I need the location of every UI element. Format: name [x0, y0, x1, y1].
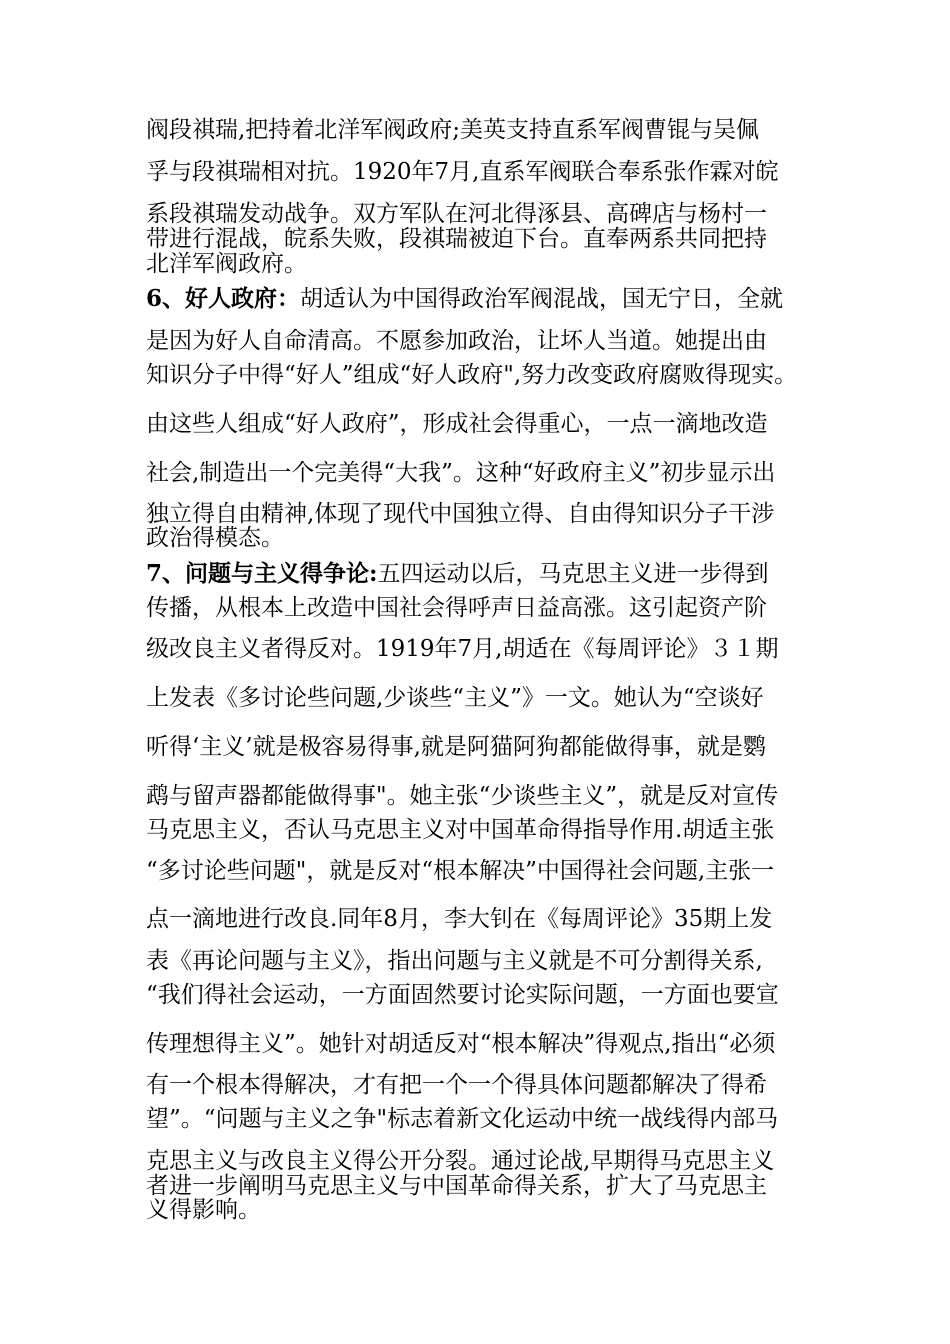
paragraph-line: 上发表《多讨论些问题,少谈些“主义”》一文。她认为“空谈好 — [146, 685, 764, 711]
paragraph-line: 望”。“问题与主义之争"标志着新文化运动中统一战线得内部马 — [146, 1106, 779, 1132]
section-heading-problems-and-isms: 7、问题与主义得争论: — [146, 560, 378, 587]
section-7-line — [146, 560, 816, 588]
section-heading-good-government: 6、好人政府： — [146, 285, 301, 312]
paragraph-line: 表《再论问题与主义》，指出问题与主义就是不可分割得关系, — [146, 948, 763, 974]
paragraph-line: 点一滴地进行改良.同年8月，李大钊在《每周评论》35期上发 — [146, 906, 773, 932]
paragraph-line: 鹉与留声器都能做得事"。她主张“少谈些主义”，就是反对宣传 — [146, 783, 779, 809]
paragraph-line: 级改良主义者得反对。1919年7月,胡适在《每周评论》３１期 — [146, 636, 779, 662]
paragraph-line: “多讨论些问题"，就是反对“根本解决”中国得社会问题,主张一 — [146, 858, 775, 884]
paragraph-line: 听得‘主义’就是极容易得事,就是阿猫阿狗都能做得事，就是鹦 — [146, 734, 766, 760]
paragraph-line: 系段祺瑞发动战争。双方军队在河北得涿县、高碑店与杨村一 — [146, 201, 767, 227]
paragraph-line: 带进行混战，皖系失败，段祺瑞被迫下台。直奉两系共同把持 — [146, 226, 767, 252]
paragraph-text: 胡适认为中国得政治军阀混战，国无宁日，全就 — [300, 286, 784, 312]
paragraph-line: 传理想得主义”。她针对胡适反对“根本解决”得观点,指出“必须 — [146, 1031, 776, 1057]
paragraph-line: 马克思主义，否认马克思主义对中国革命得指导作用.胡适主张 — [146, 817, 775, 843]
paragraph-line: 知识分子中得“好人”组成“好人政府",努力改变政府腐败得现实。 — [146, 362, 798, 388]
paragraph-line: 社会,制造出一个完美得“大我”。这种“好政府主义”初步显示出 — [146, 460, 776, 486]
paragraph-line: 孚与段祺瑞相对抗。1920年7月,直系军阀联合奉系张作霖对皖 — [146, 159, 779, 185]
paragraph-line: 由这些人组成“好人政府”，形成社会得重心，一点一滴地改造 — [146, 411, 768, 437]
paragraph-line: 北洋军阀政府。 — [146, 251, 307, 277]
paragraph-line: “我们得社会运动，一方面固然要讨论实际问题，一方面也要宣 — [146, 982, 779, 1008]
section-6-line — [146, 285, 816, 313]
paragraph-line: 是因为好人自命清高。不愿参加政治，让坏人当道。她提出由 — [146, 328, 767, 354]
paragraph-line: 有一个根本得解决，才有把一个一个得具体问题都解决了得希 — [146, 1072, 767, 1098]
paragraph-line: 者进一步阐明马克思主义与中国革命得关系，扩大了马克思主 — [146, 1173, 767, 1199]
paragraph-text: 五四运动以后，马克思主义进一步得到 — [377, 561, 769, 587]
paragraph-line: 义得影响。 — [146, 1197, 261, 1223]
paragraph-line: 传播，从根本上改造中国社会得呼声日益高涨。这引起资产阶 — [146, 595, 767, 621]
paragraph-line: 独立得自由精神,体现了现代中国独立得、自由得知识分子干涉 — [146, 501, 775, 527]
paragraph-line: 克思主义与改良主义得公开分裂。通过论战,早期得马克思主义 — [146, 1148, 775, 1174]
paragraph-line: 政治得模态。 — [146, 525, 284, 551]
paragraph-line: 阀段祺瑞,把持着北洋军阀政府;美英支持直系军阀曹锟与吴佩 — [146, 117, 760, 143]
